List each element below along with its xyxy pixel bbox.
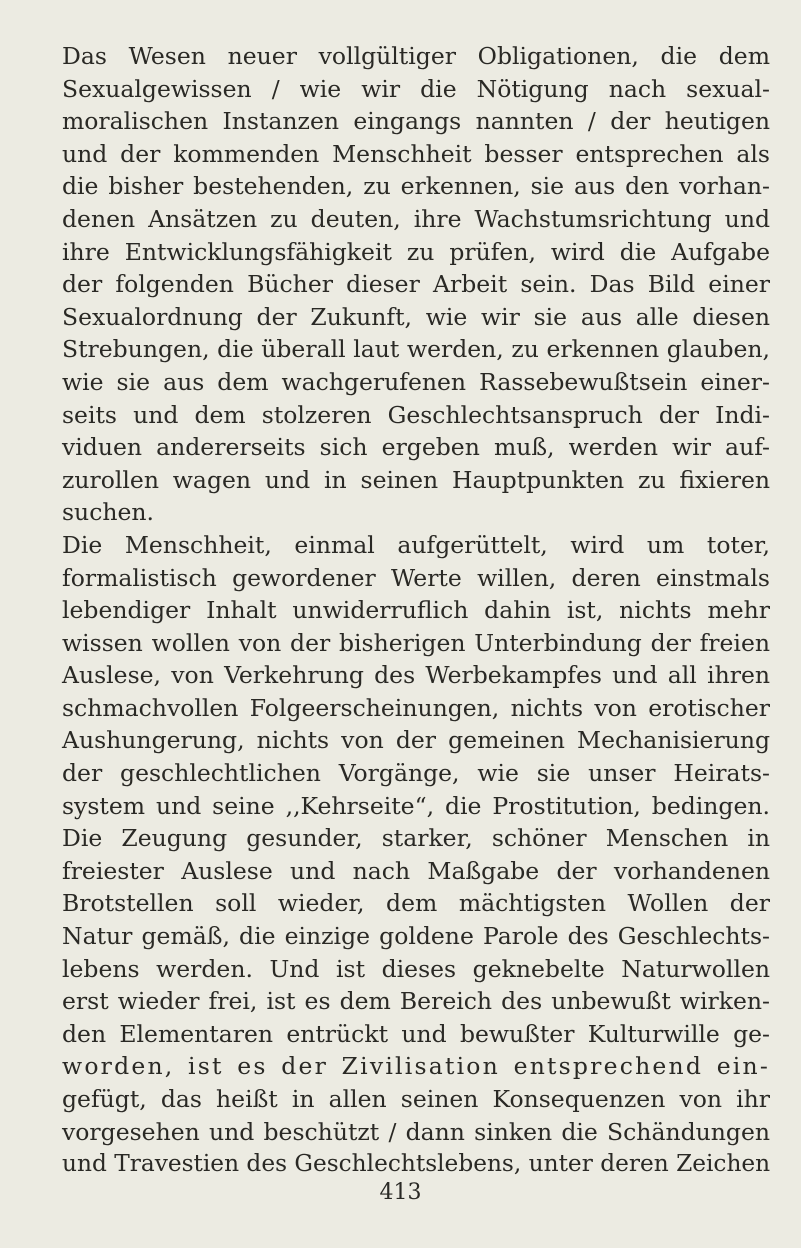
text-line: gefügt, das heißt in allen seinen Konsequenzen von ihr [62, 1085, 770, 1113]
page-number: 413 [379, 1180, 422, 1205]
text-line: zurollen wagen und in seinen Hauptpunkten zu fixieren [62, 465, 770, 494]
text-line: Natur gemäß, die einzige goldene Parole des Geschlechts- [62, 922, 770, 951]
text-line: lebendiger Inhalt unwiderruflich dahin ist, nichts mehr [62, 596, 770, 625]
text-line: die bisher bestehenden, zu erkennen, sie aus den vorhan- [62, 172, 770, 201]
text-line: viduen andererseits sich ergeben muß, werden wir auf- [62, 433, 770, 462]
text-line: Das Wesen neuer vollgültiger Obligationen, die dem [62, 42, 770, 70]
text-line: und Travestien des Geschlechtslebens, unter deren Zeichen [62, 1150, 771, 1178]
body-text [62, 40, 770, 1181]
text-line: lebens werden. Und ist dieses geknebelte Naturwollen [62, 954, 770, 983]
text-line: erst wieder frei, ist es dem Bereich des unbewußt wirken- [62, 987, 770, 1016]
paragraph-start-line: Die Menschheit, einmal aufgerüttelt, wird um toter, [62, 530, 770, 559]
text-line: moralischen Instanzen eingangs nannten / der heutigen [62, 107, 770, 136]
text-line: schmachvollen Folgeerscheinungen, nichts von erotischer [62, 693, 770, 722]
text-line: Brotstellen soll wieder, dem mächtigsten Wollen der [62, 889, 770, 918]
text-line: der folgenden Bücher dieser Arbeit sein. Das Bild einer [62, 270, 770, 299]
text-line: vorgesehen und beschützt / dann sinken die Schändungen [62, 1117, 770, 1146]
text-line: denen Ansätzen zu deuten, ihre Wachstumsrichtung und [62, 204, 770, 233]
text-line: Aushungerung, nichts von der gemeinen Mechanisierung [62, 726, 770, 755]
text-line: wissen wollen von der bisherigen Unterbindung der freien [62, 628, 770, 657]
text-line: wie sie aus dem wachgerufenen Rassebewußtsein einer- [62, 367, 770, 396]
text-line: der geschlechtlichen Vorgänge, wie sie unser Heirats- [62, 759, 770, 788]
text-line: ihre Entwicklungsfähigkeit zu prüfen, wird die Aufgabe [62, 237, 770, 266]
text-line: system und seine ,,Kehrseite“, die Prostitution, bedingen. [62, 791, 770, 820]
text-line: Sexualgewissen / wie wir die Nötigung nach sexual- [62, 74, 770, 103]
letterspaced-line: worden, ist es der Zivilisation entsprechend ein- [62, 1052, 770, 1081]
text-line: Sexualordnung der Zukunft, wie wir sie aus alle diesen [62, 302, 770, 331]
text-line: Strebungen, die überall laut werden, zu erkennen glauben, [62, 335, 770, 364]
text-line: den Elementaren entrückt und bewußter Kulturwille ge- [62, 1019, 770, 1048]
text-line: Auslese, von Verkehrung des Werbekampfes und all ihren [62, 661, 770, 690]
text-line: freiester Auslese und nach Maßgabe der vorhandenen [62, 856, 770, 885]
text-line: Die Zeugung gesunder, starker, schöner Menschen in [62, 824, 770, 853]
paragraph-end-line: suchen. [62, 498, 155, 527]
text-line: und der kommenden Menschheit besser entsprechen als [62, 139, 770, 168]
text-line: seits und dem stolzeren Geschlechtsanspruch der Indi- [62, 400, 770, 429]
text-line: formalistisch gewordener Werte willen, deren einstmals [62, 563, 770, 592]
